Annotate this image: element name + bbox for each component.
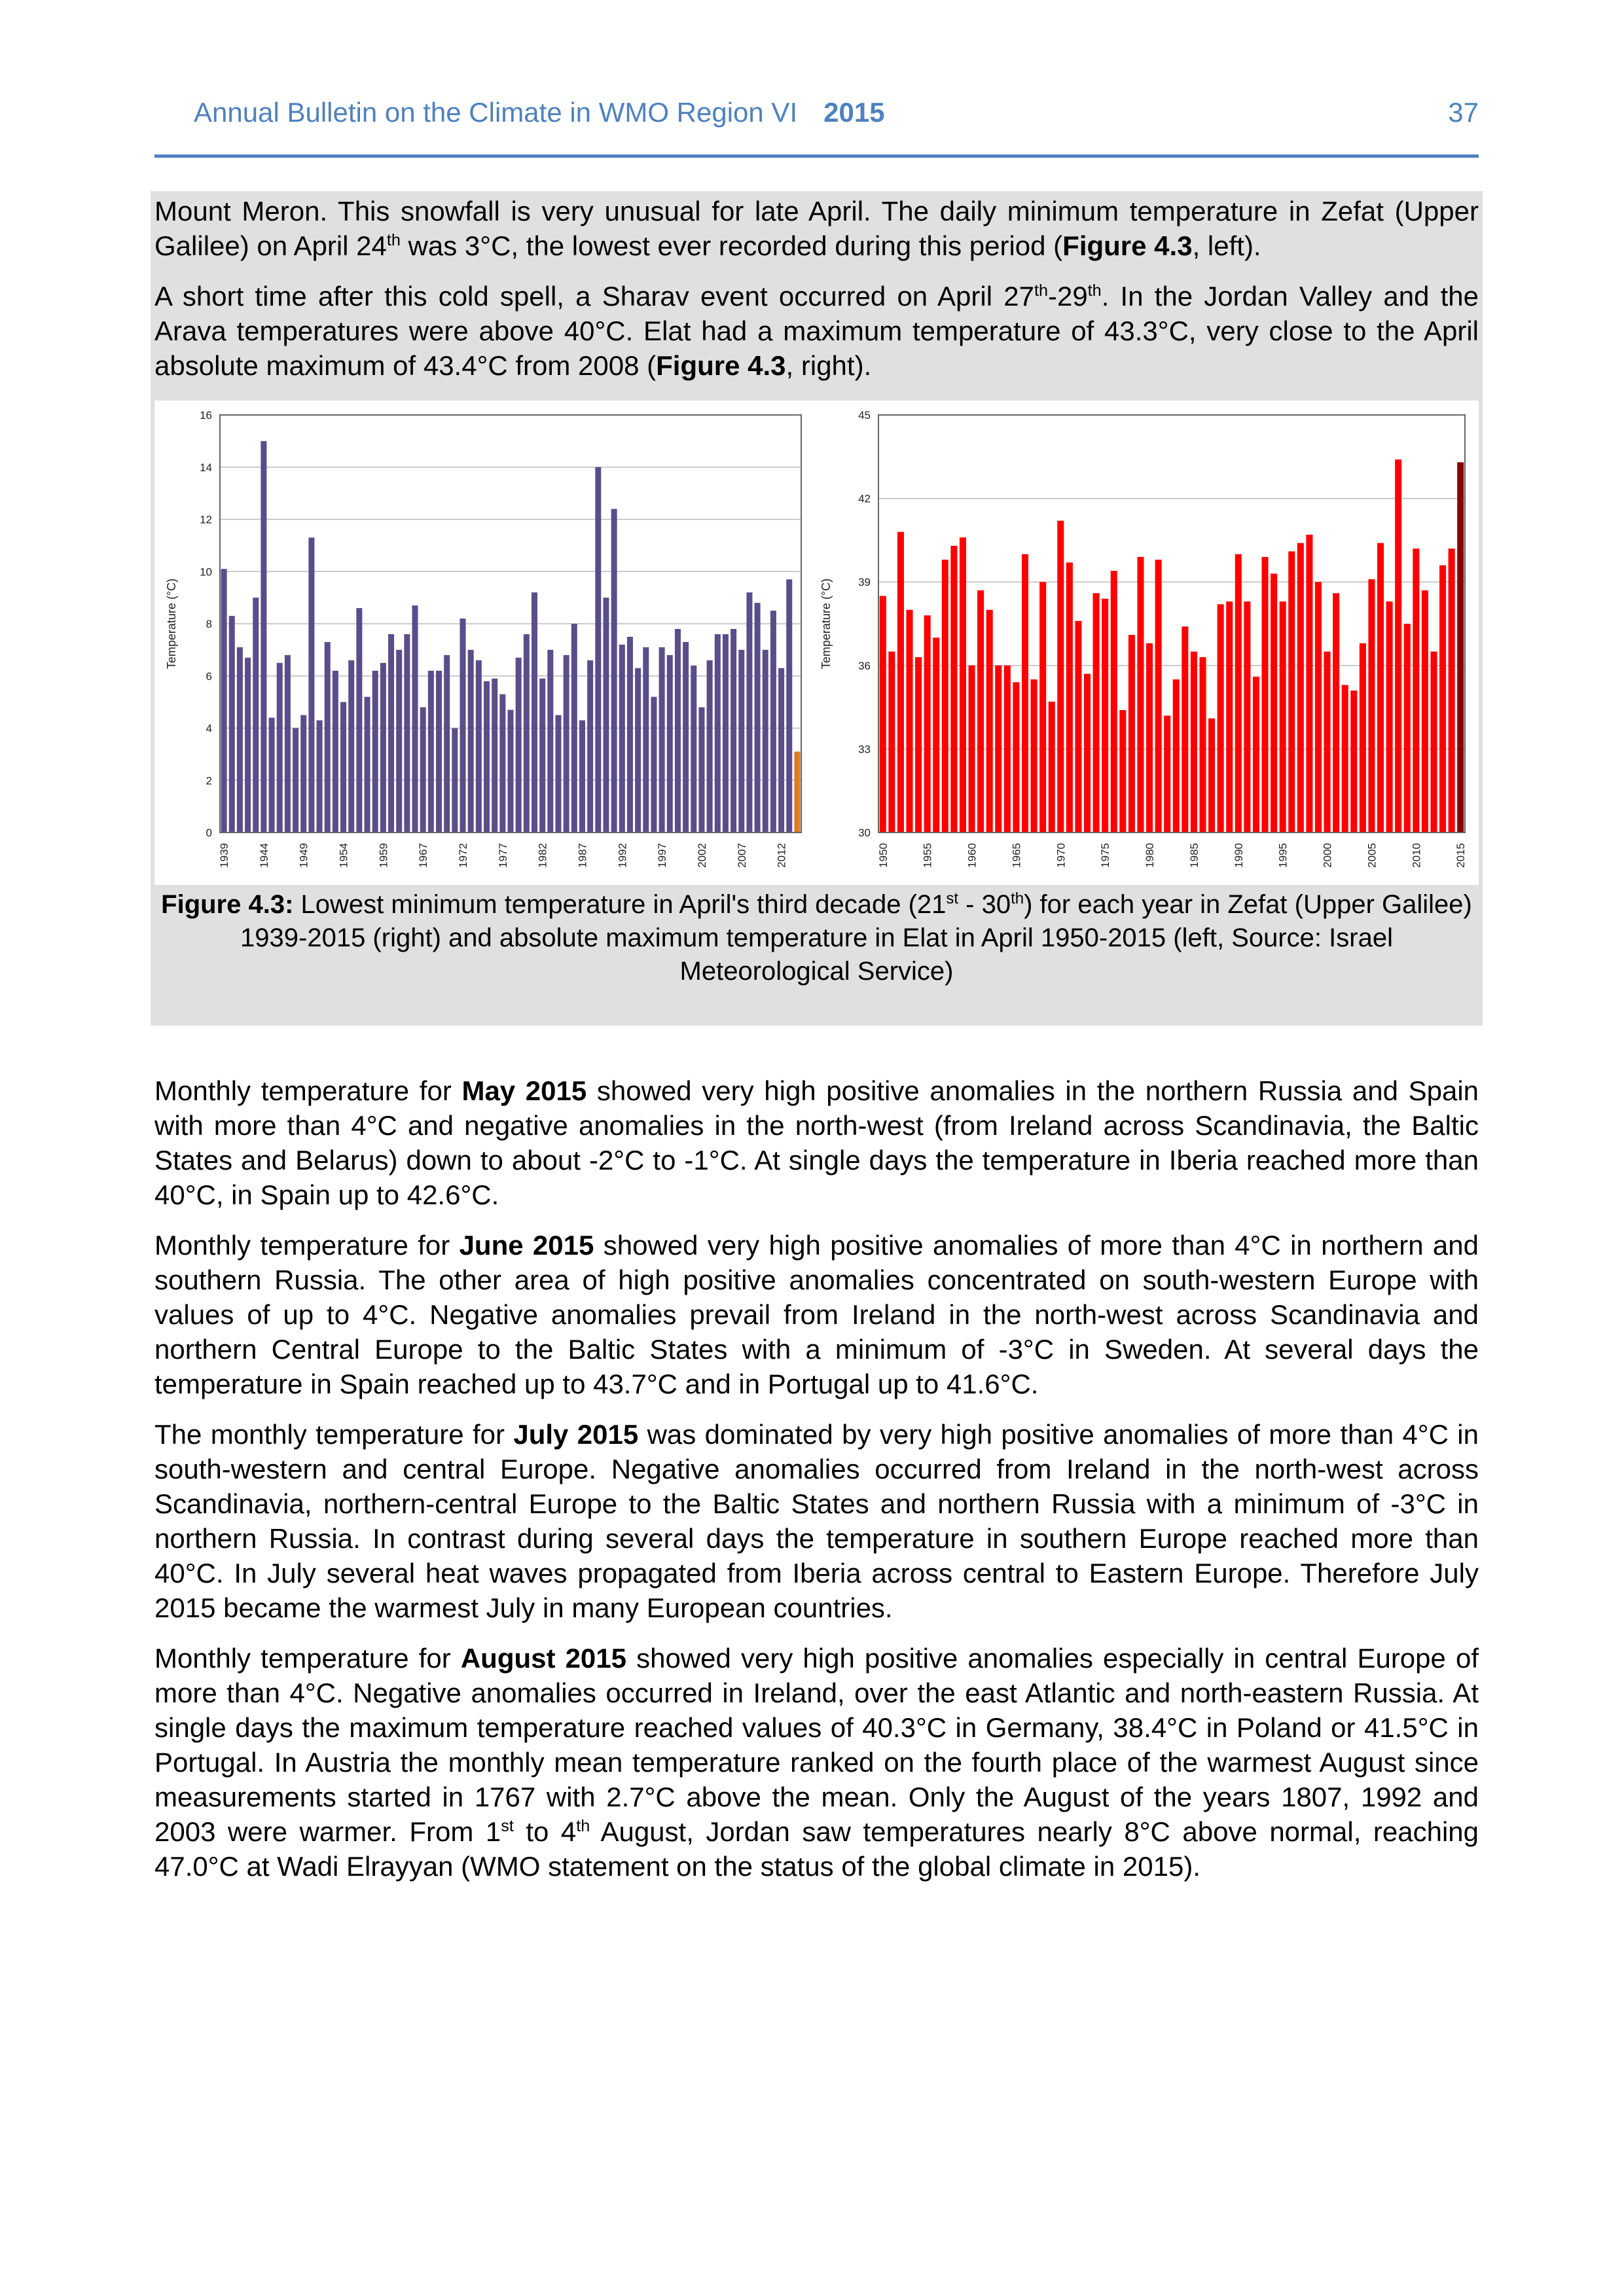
bar xyxy=(547,650,553,833)
y-tick-label: 14 xyxy=(200,461,212,474)
bar xyxy=(245,658,251,833)
x-tick-label: 1944 xyxy=(257,843,270,868)
bar xyxy=(950,546,957,833)
bar xyxy=(587,660,593,833)
page-number: 37 xyxy=(1448,97,1479,128)
bar xyxy=(1093,593,1100,833)
bar xyxy=(755,603,761,833)
bar xyxy=(269,718,275,833)
bar xyxy=(317,721,323,833)
x-tick-label: 1949 xyxy=(297,843,310,868)
x-tick-label: 1954 xyxy=(337,843,350,868)
bar xyxy=(619,645,625,833)
bar xyxy=(564,655,569,833)
bar xyxy=(444,655,450,833)
bar xyxy=(1315,582,1322,833)
bar xyxy=(532,592,537,833)
bar xyxy=(340,702,346,833)
bar xyxy=(1422,590,1428,833)
bar xyxy=(969,666,975,833)
paragraph-july: The monthly temperature for July 2015 was dominated by very high positive anomalies of more than 4°C in south-western and central Europe. Negative anomalies occurred from Ireland in the north-west across Scandinavia, northern-central Europe to the Baltic States and northern Russia with a minimum of -3°C in northern Russia. In contrast during several days the temperature in southern Europe reached more than 40°C. In July several heat waves propagated from Iberia across central to Eastern Europe. Therefore July 2015 became the warmest July in many European countries. xyxy=(154,1419,1479,1623)
bar xyxy=(1297,543,1304,833)
bar xyxy=(333,671,338,833)
bar xyxy=(420,708,426,833)
x-tick-label: 1990 xyxy=(1232,843,1245,868)
bar xyxy=(1413,548,1419,833)
bar xyxy=(746,592,752,833)
bar xyxy=(1049,702,1055,833)
bar xyxy=(285,655,291,833)
bar xyxy=(995,666,1001,833)
bar xyxy=(603,598,609,833)
bar xyxy=(1457,462,1464,833)
x-tick-label: 2000 xyxy=(1321,843,1334,868)
bar xyxy=(1226,601,1233,833)
bar xyxy=(516,658,522,833)
bar xyxy=(1173,679,1180,833)
bar xyxy=(1022,554,1028,833)
bar xyxy=(707,660,713,833)
x-tick-label: 1960 xyxy=(965,843,979,868)
y-axis-label: Temperature (°C) xyxy=(820,578,833,670)
x-tick-label: 1987 xyxy=(576,843,589,868)
bar xyxy=(460,619,466,833)
bar xyxy=(1102,599,1108,833)
bar xyxy=(1430,652,1437,833)
x-tick-label: 1939 xyxy=(218,843,231,868)
figure-caption: Figure 4.3: Lowest minimum temperature in April's third decade (21st - 30th) for each year in Zefat (Upper Galilee) 1939-2015 (right) and absolute maximum temperature in Elat in April 1950-2015 (left, Source: Israel Meteorological Service) xyxy=(161,889,1472,986)
bar xyxy=(1119,710,1126,833)
bar xyxy=(1199,657,1206,833)
bar xyxy=(1306,535,1312,833)
bar xyxy=(348,660,354,833)
bar xyxy=(611,509,617,833)
y-tick-label: 36 xyxy=(858,659,871,672)
bar xyxy=(579,721,585,833)
bar xyxy=(1377,543,1384,833)
bar xyxy=(261,441,266,833)
bar xyxy=(723,634,729,833)
x-tick-label: 2012 xyxy=(775,843,788,868)
x-tick-label: 1982 xyxy=(536,843,549,868)
bar xyxy=(738,650,744,833)
bar xyxy=(1439,565,1446,833)
bar xyxy=(659,647,665,833)
plot-area xyxy=(878,415,1465,833)
bar xyxy=(229,616,235,833)
bar xyxy=(365,697,370,833)
bar xyxy=(436,671,442,833)
bar xyxy=(786,579,792,833)
bar xyxy=(356,608,362,833)
x-tick-label: 1965 xyxy=(1010,843,1023,868)
bar xyxy=(651,697,657,833)
x-tick-label: 2002 xyxy=(695,843,708,868)
y-tick-label: 16 xyxy=(200,409,212,422)
bar xyxy=(325,642,331,833)
bar xyxy=(380,663,386,833)
bar xyxy=(412,605,418,833)
y-tick-label: 0 xyxy=(206,827,212,839)
x-tick-label: 1959 xyxy=(377,843,390,868)
paragraph-june: Monthly temperature for June 2015 showed very high positive anomalies of more than 4°C in northern and southern Russia. The other area of high positive anomalies concentrated on south-western Europe with values of up to 4°C. Negative anomalies prevail from Ireland in the north-west across Scandinavia and northern Central Europe to the Baltic States with a minimum of -3°C in Sweden. At several days the temperature in Spain reached up to 43.7°C and in Portugal up to 41.6°C. xyxy=(154,1230,1479,1399)
bar xyxy=(1128,635,1135,833)
bar xyxy=(888,652,895,833)
bar xyxy=(492,679,497,833)
bar xyxy=(237,647,243,833)
bar xyxy=(1164,715,1170,833)
bar xyxy=(1075,621,1081,833)
bar xyxy=(372,671,378,833)
x-tick-label: 1997 xyxy=(656,843,669,868)
bar xyxy=(1084,674,1091,833)
x-tick-label: 2007 xyxy=(735,843,748,868)
paragraph-may: Monthly temperature for May 2015 showed very high positive anomalies in the northern Russia and Spain with more than 4°C and negative anomalies in the north-west (from Ireland across Scandinavia, the Baltic States and Belarus) down to about -2°C to -1°C. At single days the temperature in Iberia reached more than 40°C, in Spain up to 42.6°C. xyxy=(154,1075,1479,1210)
y-tick-label: 12 xyxy=(200,513,212,526)
intro-paragraph-1: Mount Meron. This snowfall is very unusual for late April. The daily minimum temperature in Zefat (Upper Galilee) on April 24th was 3°C, the lowest ever recorded during this period (Figure 4.3, left). xyxy=(154,196,1479,261)
bar xyxy=(1137,557,1144,833)
bar xyxy=(1013,682,1019,833)
x-tick-label: 1995 xyxy=(1276,843,1290,868)
bar xyxy=(1111,571,1117,833)
bar xyxy=(1262,557,1269,833)
bar xyxy=(300,715,306,833)
bulletin-year: 2015 xyxy=(823,97,885,128)
x-tick-label: 1985 xyxy=(1187,843,1200,868)
bar xyxy=(524,634,530,833)
bar xyxy=(915,657,922,833)
y-tick-label: 30 xyxy=(858,827,871,839)
bar xyxy=(1182,626,1188,833)
x-tick-label: 1992 xyxy=(616,843,629,868)
y-tick-label: 8 xyxy=(206,618,212,630)
bar xyxy=(1244,601,1250,833)
x-tick-label: 2005 xyxy=(1365,843,1379,868)
bar xyxy=(404,634,410,833)
bar xyxy=(960,537,966,833)
bar xyxy=(277,663,283,833)
bar xyxy=(1057,521,1064,833)
bar xyxy=(778,668,784,833)
bar xyxy=(1368,579,1375,833)
bar xyxy=(1280,601,1286,833)
figure-4-3 xyxy=(154,401,1479,885)
bar xyxy=(452,728,458,833)
bar xyxy=(308,537,314,833)
bar xyxy=(555,715,561,833)
bar xyxy=(253,598,259,833)
bar xyxy=(933,637,939,833)
header-divider xyxy=(154,154,1479,158)
bulletin-title: Annual Bulletin on the Climate in WMO Region VI xyxy=(194,97,798,128)
bar xyxy=(1360,643,1366,833)
bar xyxy=(221,569,227,833)
bar xyxy=(977,590,984,833)
chart-zefat-min-temp xyxy=(154,401,809,885)
intro-paragraph-2: A short time after this cold spell, a Sharav event occurred on April 27th-29th. In the Jordan Valley and the Arava temperatures were above 40°C. Elat had a maximum temperature of 43.3°C, very close to the April absolute maximum of 43.4°C from 2008 (Figure 4.3, right). xyxy=(154,281,1479,381)
bar xyxy=(468,650,474,833)
bar xyxy=(675,629,681,833)
bar xyxy=(1342,685,1348,833)
bar xyxy=(388,634,394,833)
bar xyxy=(731,629,736,833)
bar xyxy=(691,666,696,833)
body-text xyxy=(154,1073,1479,1899)
bar xyxy=(1235,554,1242,833)
bar xyxy=(1449,548,1455,833)
bar xyxy=(683,642,689,833)
bar xyxy=(1333,593,1339,833)
bar xyxy=(643,647,649,833)
bar xyxy=(1155,560,1162,833)
bar xyxy=(1253,677,1259,833)
x-tick-label: 2010 xyxy=(1410,843,1423,868)
x-tick-label: 1977 xyxy=(496,843,509,868)
x-tick-label: 2015 xyxy=(1454,843,1468,868)
y-tick-label: 10 xyxy=(200,565,212,579)
bar xyxy=(1218,604,1224,833)
bar xyxy=(293,728,298,833)
y-tick-label: 6 xyxy=(206,670,212,683)
bar xyxy=(897,532,904,833)
bar xyxy=(880,596,886,833)
bar xyxy=(571,624,577,833)
x-tick-label: 1967 xyxy=(417,843,430,868)
bar xyxy=(906,610,912,833)
y-tick-label: 45 xyxy=(858,409,871,422)
bar xyxy=(1004,666,1011,833)
bar xyxy=(698,708,704,833)
bar xyxy=(1324,652,1331,833)
bar xyxy=(635,668,641,833)
y-tick-label: 33 xyxy=(858,743,871,756)
bar xyxy=(1288,551,1295,833)
bar xyxy=(763,650,768,833)
bar xyxy=(667,655,673,833)
bar xyxy=(1066,562,1073,833)
running-header xyxy=(194,97,885,128)
x-tick-label: 1980 xyxy=(1144,843,1157,868)
bar xyxy=(942,560,948,833)
bar xyxy=(484,681,490,833)
bar xyxy=(1146,643,1153,833)
bar xyxy=(476,660,482,833)
y-tick-label: 42 xyxy=(858,492,871,505)
x-tick-label: 1950 xyxy=(876,843,890,868)
bar xyxy=(1031,679,1038,833)
bar xyxy=(507,710,513,833)
y-tick-label: 39 xyxy=(858,576,871,589)
bar xyxy=(1208,719,1215,833)
bar xyxy=(499,694,505,833)
x-tick-label: 1972 xyxy=(457,843,470,868)
bar xyxy=(794,751,800,833)
bar xyxy=(1350,691,1357,833)
x-tick-label: 1975 xyxy=(1099,843,1112,868)
bar xyxy=(539,679,545,833)
y-axis-label: Temperature (°C) xyxy=(165,578,178,670)
bar xyxy=(924,615,931,833)
bar xyxy=(770,611,776,833)
y-tick-label: 4 xyxy=(206,722,212,735)
x-tick-label: 1970 xyxy=(1055,843,1068,868)
bar xyxy=(986,610,993,833)
bar xyxy=(1039,582,1046,833)
bar xyxy=(715,634,721,833)
bar xyxy=(1271,573,1277,833)
bar xyxy=(1404,624,1411,833)
bar xyxy=(627,637,633,833)
paragraph-august: Monthly temperature for August 2015 showed very high positive anomalies especially in central Europe of more than 4°C. Negative anomalies occurred in Ireland, over the east Atlantic and north-eastern Russia. At single days the maximum temperature reached values of 40.3°C in Germany, 38.4°C in Poland or 41.5°C in Portugal. In Austria the monthly mean temperature ranked on the fourth place of the warmest August since measurements started in 1767 with 2.7°C above the mean. Only the August of the years 1807, 1992 and 2003 were warmer. From 1st to 4th August, Jordan saw temperatures nearly 8°C above normal, reaching 47.0°C at Wadi Elrayyan (WMO statement on the status of the global climate in 2015). xyxy=(154,1643,1479,1882)
bar xyxy=(428,671,434,833)
x-tick-label: 1955 xyxy=(921,843,934,868)
bar xyxy=(396,650,402,833)
y-tick-label: 2 xyxy=(206,774,212,787)
chart-elat-max-temp xyxy=(809,401,1479,885)
bar xyxy=(595,467,601,833)
bar xyxy=(1191,652,1197,833)
bar xyxy=(1386,601,1393,833)
bar xyxy=(1395,459,1401,833)
